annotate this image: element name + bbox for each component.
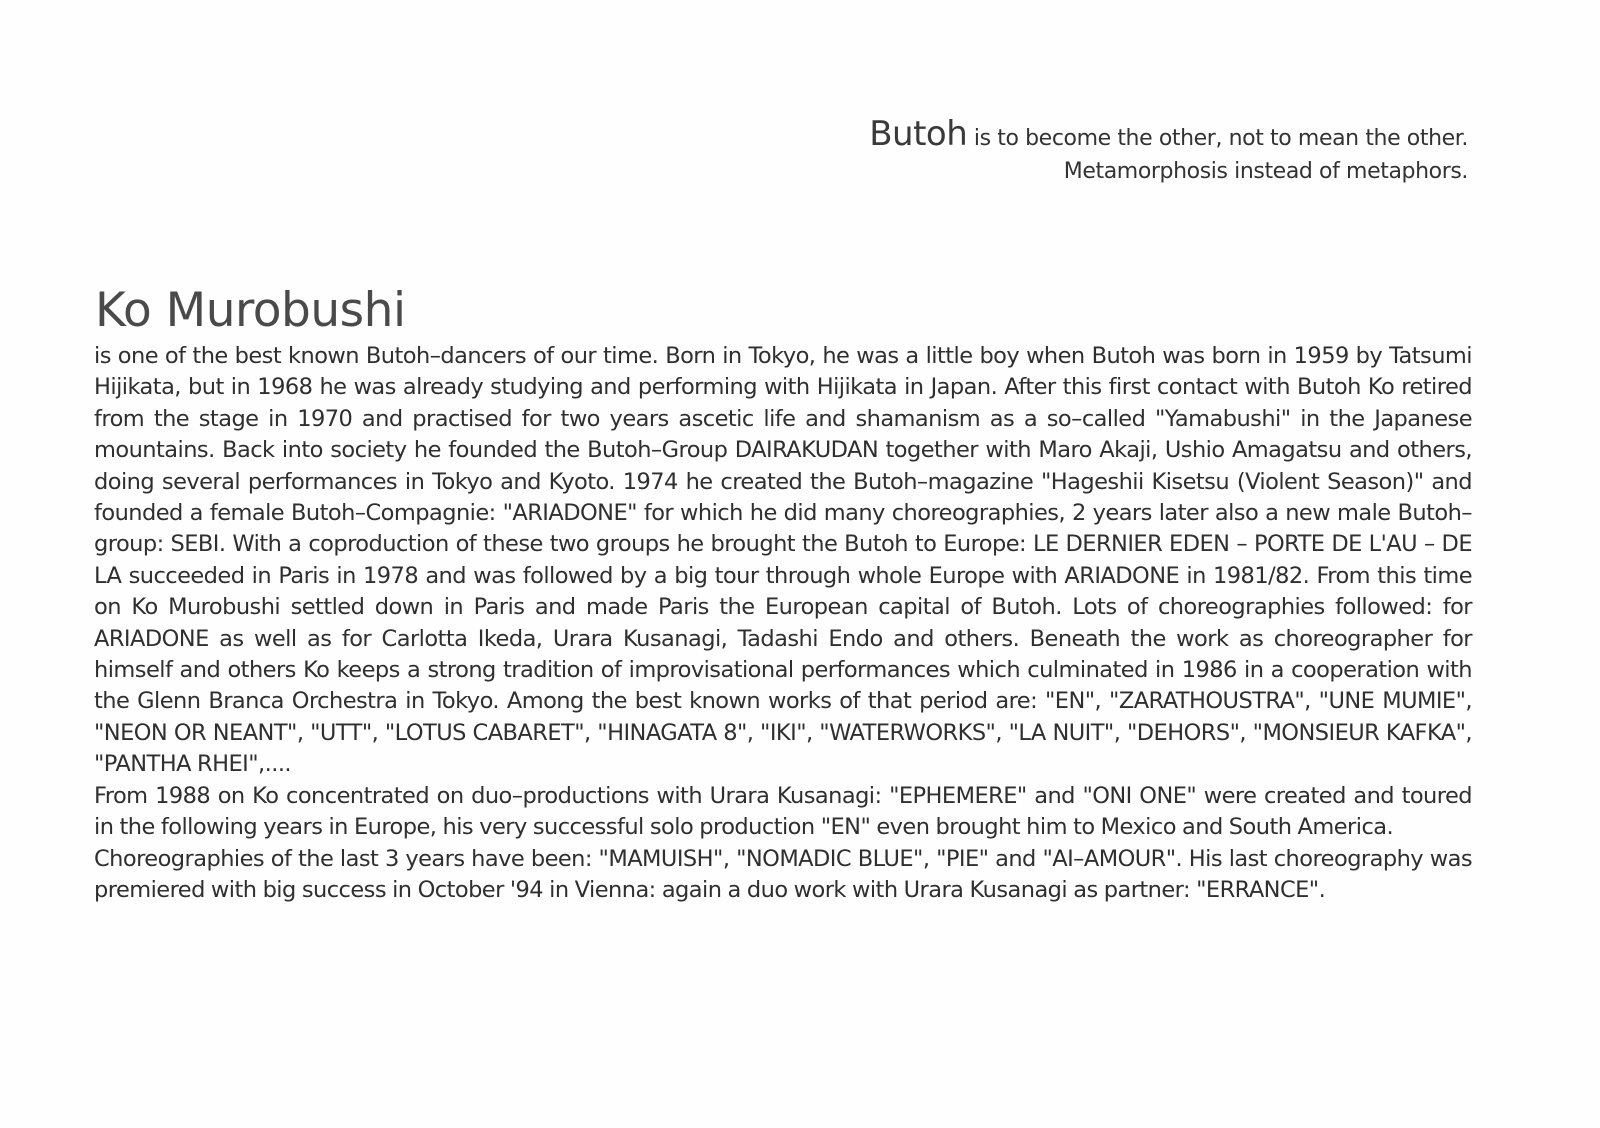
- page-title: Ko Murobushi: [95, 283, 406, 338]
- motto-line-2: Metamorphosis instead of metaphors.: [1063, 159, 1468, 184]
- motto-lead-word: Butoh: [869, 114, 968, 154]
- motto: [568, 114, 1468, 188]
- bio-paragraph-2: From 1988 on Ko concentrated on duo–productions with Urara Kusanagi: "EPHEMERE" and "ONI ONE" were created and toured in the following years in Europe, his very successful solo production "EN" even brought him to Mexico and South America.: [94, 782, 1472, 841]
- motto-line-1: [568, 114, 1468, 155]
- biography-text: [94, 341, 1472, 906]
- motto-rest: is to become the other, not to mean the other.: [967, 126, 1468, 151]
- bio-paragraph-3: Choreographies of the last 3 years have been: "MAMUISH", "NOMADIC BLUE", "PIE" and "AI–AMOUR". His last choreography was premiered with big success in October '94 in Vienna: again a duo work with Urara Kusanagi as partner: "ERRANCE".: [94, 845, 1472, 903]
- bio-paragraph-1: is one of the best known Butoh–dancers of our time. Born in Tokyo, he was a little boy when Butoh was born in 1959 by Tatsumi Hijikata, but in 1968 he was already studying and performing with Hijikata in Japan. After this first contact with Butoh Ko retired from the stage in 1970 and practised for two years ascetic life and shamanism as a so–called "Yamabushi" in the Japanese mountains. Back into society he founded the Butoh–Group DAIRAKUDAN together with Maro Akaji, Ushio Amagatsu and others, doing several performances in Tokyo and Kyoto. 1974 he created the Butoh–magazine "Hageshii Kisetsu (Violent Season)" and founded a female Butoh–Compagnie: "ARIADONE" for which he did many choreographies, 2 years later also a new male Butoh–group: SEBI. With a coproduction of these two groups he brought the Butoh to Europe: LE DERNIER EDEN – PORTE DE L'AU – DE LA succeeded in Paris in 1978 and was followed by a big tour through whole Europe with ARIADONE in 1981/82. From this time on Ko Murobushi settled down in Paris and made Paris the European capital of Butoh. Lots of choreographies followed: for ARIADONE as well as for Carlotta Ikeda, Urara Kusanagi, Tadashi Endo and others. Beneath the work as choreographer for himself and others Ko keeps a strong tradition of improvisational performances which culminated in 1986 in a cooperation with the Glenn Branca Orchestra in Tokyo. Among the best known works of that period are: "EN", "ZARATHOUSTRA", "UNE MUMIE", "NEON OR NEANT", "UTT", "LOTUS CABARET", "HINAGATA 8", "IKI", "WATERWORKS", "LA NUIT", "DEHORS", "MONSIEUR KAFKA", "PANTHA RHEI",....: [94, 343, 1472, 778]
